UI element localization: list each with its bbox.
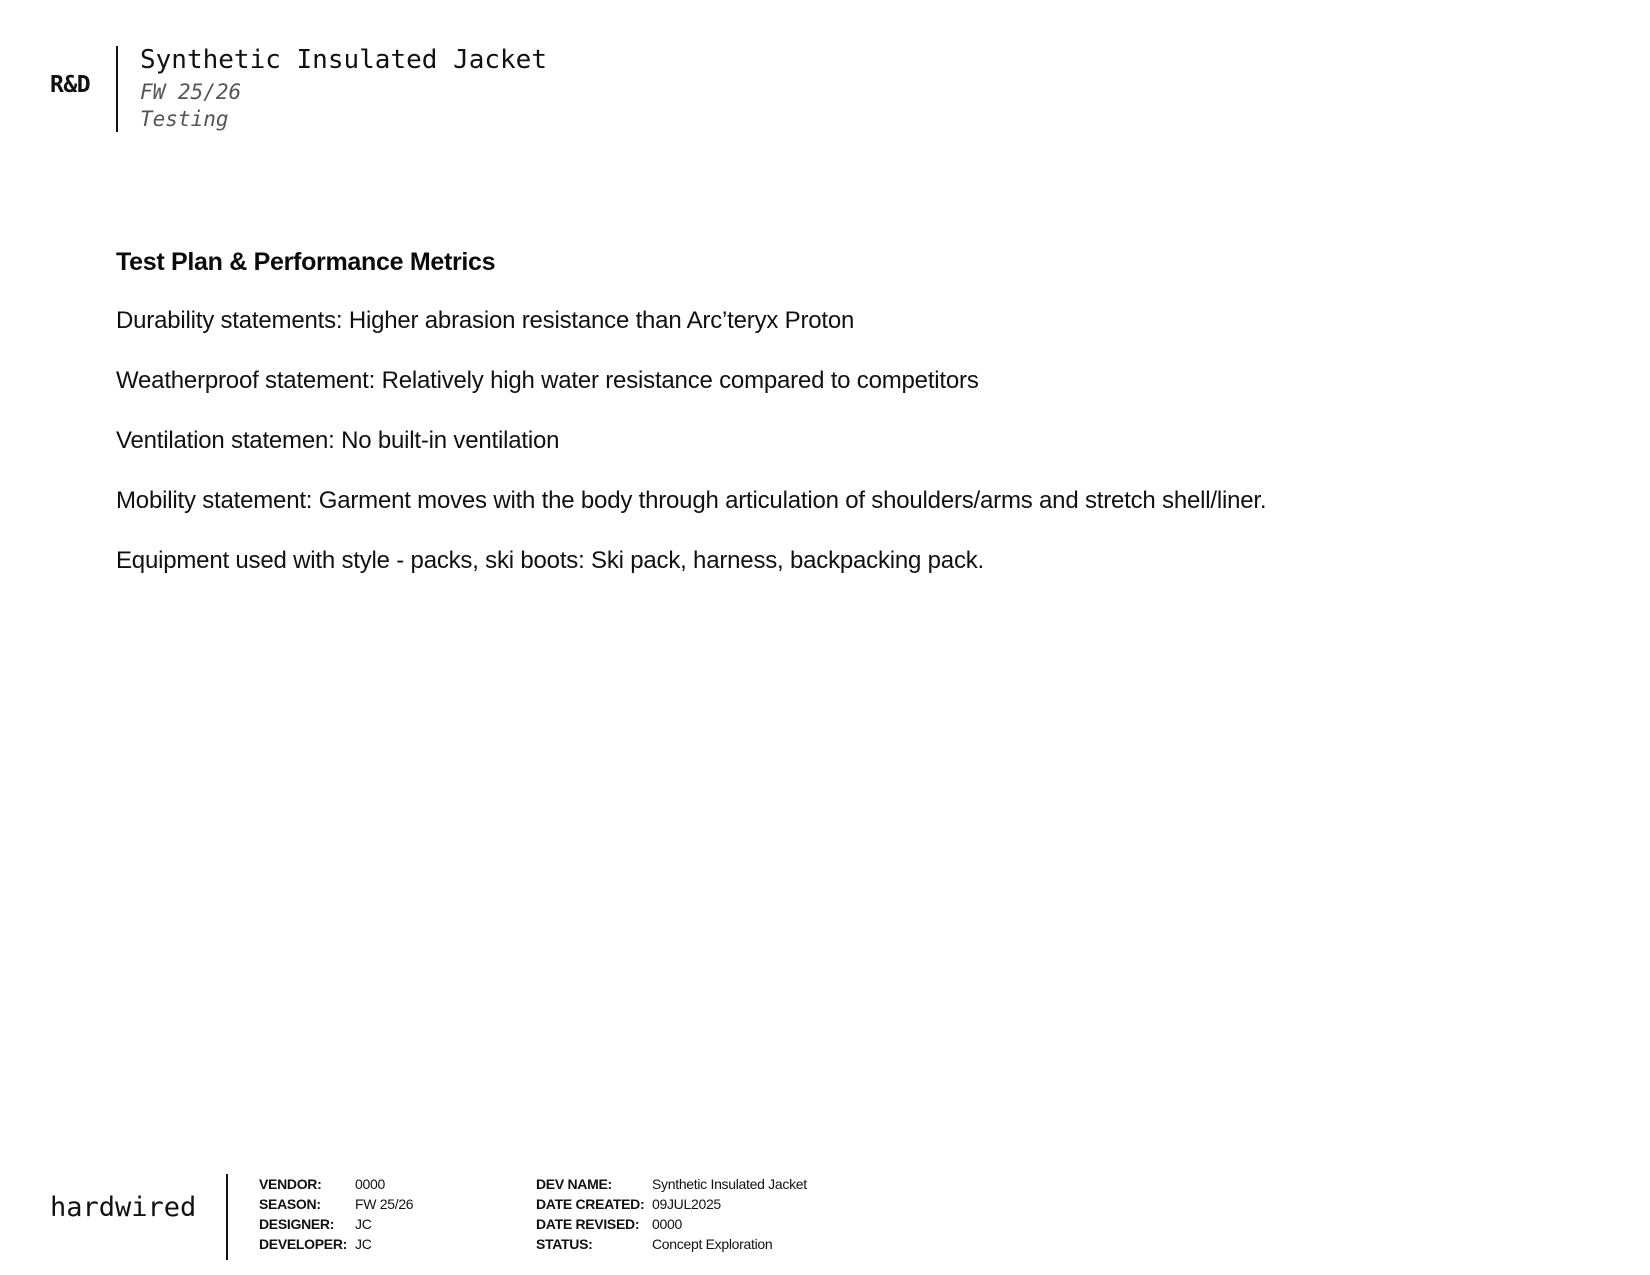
meta-row-vendor	[259, 1174, 413, 1194]
meta-value: 0000	[355, 1176, 385, 1192]
footer-divider	[226, 1174, 228, 1260]
test-plan-section	[116, 246, 1596, 606]
meta-row-date-revised	[536, 1214, 807, 1234]
section-heading: Test Plan & Performance Metrics	[116, 248, 496, 276]
meta-label: DATE REVISED:	[536, 1216, 640, 1232]
meta-row-status	[536, 1234, 807, 1254]
meta-label: DEVELOPER:	[259, 1236, 348, 1252]
meta-value: 09JUL2025	[652, 1196, 721, 1212]
meta-value: JC	[355, 1216, 372, 1232]
mobility-statement: Mobility statement: Garment moves with the body through articulation of shoulders/arms and stretch shell/liner.	[116, 487, 1267, 514]
header-season: FW 25/26	[140, 80, 242, 104]
meta-row-developer	[259, 1234, 413, 1254]
equipment-statement: Equipment used with style - packs, ski boots: Ski pack, harness, backpacking pack.	[116, 547, 985, 574]
header-tag: R&D	[50, 72, 91, 98]
durability-statement: Durability statements: Higher abrasion resistance than Arc’teryx Proton	[116, 307, 855, 334]
brand-wordmark: hardwired	[50, 1192, 197, 1223]
footer-meta-right	[536, 1174, 807, 1254]
meta-label: DATE CREATED:	[536, 1196, 645, 1212]
statement-list	[116, 306, 1596, 576]
ventilation-statement: Ventilation statemen: No built-in ventilation	[116, 427, 560, 454]
meta-value: Concept Exploration	[652, 1236, 773, 1252]
meta-value: JC	[355, 1236, 372, 1252]
meta-label: DEV NAME:	[536, 1176, 612, 1192]
meta-row-season	[259, 1194, 413, 1214]
meta-value: 0000	[652, 1216, 682, 1232]
meta-row-dev-name	[536, 1174, 807, 1194]
meta-label: DESIGNER:	[259, 1216, 335, 1232]
document-title: Synthetic Insulated Jacket	[140, 45, 547, 75]
meta-label: VENDOR:	[259, 1176, 322, 1192]
meta-label: SEASON:	[259, 1196, 321, 1212]
meta-row-date-created	[536, 1194, 807, 1214]
meta-row-designer	[259, 1214, 413, 1234]
weatherproof-statement: Weatherproof statement: Relatively high water resistance compared to competitors	[116, 367, 979, 394]
meta-label: STATUS:	[536, 1236, 593, 1252]
footer-meta-left	[259, 1174, 413, 1254]
header-phase: Testing	[140, 107, 229, 131]
meta-value: Synthetic Insulated Jacket	[652, 1176, 807, 1192]
header-divider	[116, 46, 118, 132]
meta-value: FW 25/26	[355, 1196, 414, 1212]
